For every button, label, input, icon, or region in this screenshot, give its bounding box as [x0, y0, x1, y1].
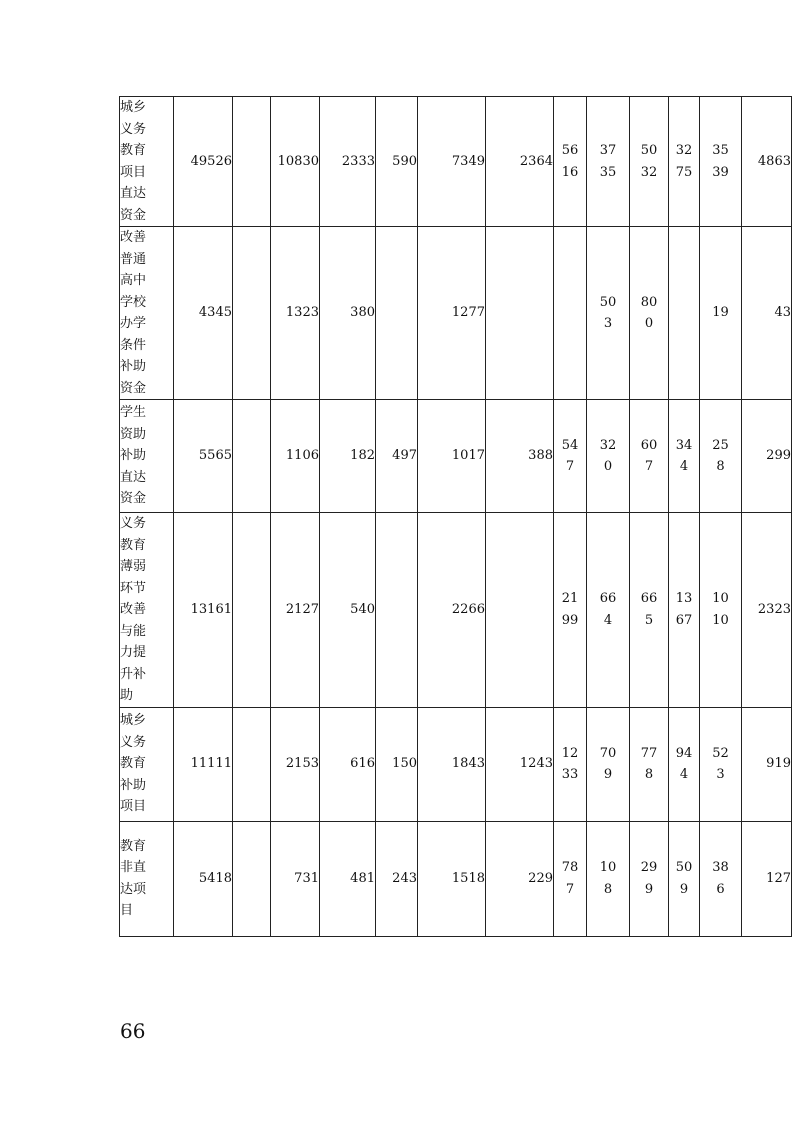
table-cell: 2153 — [271, 707, 320, 821]
table-cell — [630, 821, 669, 936]
table-cell — [376, 227, 418, 400]
cell-value: 13 67 — [675, 591, 693, 628]
cell-value: 77 8 — [640, 745, 658, 782]
funding-table — [119, 96, 792, 937]
row-label-line: 教育 — [120, 537, 147, 553]
row-label-line: 教育 — [120, 143, 147, 158]
table-cell: 2333 — [320, 97, 376, 227]
row-label-line: 直达 — [120, 469, 147, 485]
row-label-line: 补助 — [120, 777, 147, 793]
cell-value: 35 39 — [712, 143, 729, 180]
table-cell — [554, 821, 587, 936]
cell-value: 37 35 — [599, 143, 617, 180]
table-cell: 919 — [742, 707, 792, 821]
cell-value: 29 9 — [640, 860, 658, 897]
row-label-line: 环节 — [120, 580, 147, 596]
cell-value: 60 7 — [640, 437, 658, 474]
table-cell: 616 — [320, 707, 376, 821]
row-label — [120, 97, 174, 227]
table-row — [120, 97, 792, 227]
table-cell — [554, 227, 587, 400]
row-label — [120, 227, 174, 400]
row-label-line: 目 — [120, 903, 134, 918]
table-cell — [554, 97, 587, 227]
table-cell — [630, 227, 669, 400]
row-label — [120, 821, 174, 936]
table-cell: 2323 — [742, 513, 792, 708]
table-cell: 299 — [742, 400, 792, 513]
cell-value: 50 3 — [599, 294, 617, 331]
row-label-line: 城乡 — [120, 100, 147, 115]
table-cell — [669, 513, 700, 708]
table-cell: 497 — [376, 400, 418, 513]
row-label-line: 力提 — [120, 645, 147, 660]
cell-value: 52 3 — [712, 745, 729, 782]
row-label-line: 资助 — [120, 426, 147, 442]
row-label-line: 升补 — [120, 666, 147, 682]
row-label-line: 教育 — [120, 838, 147, 854]
cell-value: 94 4 — [675, 745, 693, 782]
row-label-line: 直达 — [120, 186, 147, 201]
cell-value: 32 0 — [599, 437, 617, 474]
cell-value: 80 0 — [640, 294, 658, 331]
table-cell — [669, 227, 700, 400]
table-cell: 1843 — [418, 707, 486, 821]
table-row — [120, 513, 792, 708]
table-cell: 1323 — [271, 227, 320, 400]
table-cell: 229 — [486, 821, 554, 936]
table-cell: 2266 — [418, 513, 486, 708]
table-cell — [630, 97, 669, 227]
table-cell: 150 — [376, 707, 418, 821]
row-label-line: 补助 — [120, 448, 147, 464]
cell-value: 21 99 — [561, 591, 579, 628]
table-cell: 10830 — [271, 97, 320, 227]
table-cell: 13161 — [174, 513, 233, 708]
cell-value: 66 4 — [599, 591, 617, 628]
table-cell: 1518 — [418, 821, 486, 936]
table-cell — [669, 821, 700, 936]
row-label-line: 条件 — [120, 337, 147, 353]
row-label-line: 学校 — [120, 294, 147, 310]
table-cell: 388 — [486, 400, 554, 513]
table-cell — [554, 400, 587, 513]
table-cell: 2127 — [271, 513, 320, 708]
table-cell: 1017 — [418, 400, 486, 513]
table-cell — [233, 97, 271, 227]
cell-value: 38 6 — [712, 860, 729, 897]
table-row — [120, 821, 792, 936]
table-cell — [486, 513, 554, 708]
row-label-line: 改善 — [120, 230, 147, 245]
table-cell — [669, 707, 700, 821]
table-cell: 2364 — [486, 97, 554, 227]
cell-value: 32 75 — [675, 143, 693, 180]
cell-value: 66 5 — [640, 591, 658, 628]
cell-value: 25 8 — [712, 437, 729, 474]
row-label — [120, 707, 174, 821]
cell-value: 54 7 — [561, 437, 579, 474]
table-cell — [669, 97, 700, 227]
table-cell: 5418 — [174, 821, 233, 936]
table-cell — [587, 97, 630, 227]
table-cell — [486, 227, 554, 400]
cell-value: 56 16 — [561, 143, 579, 180]
table-cell: 127 — [742, 821, 792, 936]
table-cell — [233, 707, 271, 821]
table-cell — [630, 707, 669, 821]
cell-value: 50 9 — [675, 860, 693, 897]
table-cell — [587, 400, 630, 513]
row-label-line: 城乡 — [120, 713, 147, 729]
table-cell — [587, 513, 630, 708]
row-label-line: 非直 — [120, 860, 147, 875]
table-cell: 590 — [376, 97, 418, 227]
table-cell — [233, 821, 271, 936]
row-label-line: 助 — [120, 688, 134, 703]
table-cell — [700, 707, 742, 821]
cell-value: 78 7 — [561, 860, 579, 897]
table-cell — [554, 513, 587, 708]
cell-value: 19 — [712, 305, 729, 321]
row-label-line: 办学 — [120, 316, 147, 331]
cell-value: 10 10 — [712, 591, 729, 628]
row-label — [120, 513, 174, 708]
row-label-line: 义务 — [120, 121, 147, 137]
row-label-line: 教育 — [120, 756, 147, 772]
table-row — [120, 227, 792, 400]
cell-value: 50 32 — [640, 143, 658, 180]
row-label-line: 薄弱 — [120, 559, 147, 574]
table-row — [120, 400, 792, 513]
table-cell: 4345 — [174, 227, 233, 400]
table-cell — [233, 227, 271, 400]
table-cell: 731 — [271, 821, 320, 936]
table-cell: 380 — [320, 227, 376, 400]
cell-value: 10 8 — [599, 860, 617, 897]
row-label-line: 资金 — [120, 207, 147, 223]
table-cell — [669, 400, 700, 513]
table-cell: 1106 — [271, 400, 320, 513]
table-cell — [233, 513, 271, 708]
row-label-line: 资金 — [120, 491, 147, 507]
table-cell: 5565 — [174, 400, 233, 513]
table-cell — [233, 400, 271, 513]
row-label — [120, 400, 174, 513]
cell-value: 12 33 — [561, 745, 579, 782]
table-cell — [554, 707, 587, 821]
table-cell: 481 — [320, 821, 376, 936]
table-cell: 182 — [320, 400, 376, 513]
row-label-line: 资金 — [120, 380, 147, 396]
table-cell: 1277 — [418, 227, 486, 400]
table-cell — [700, 97, 742, 227]
row-label-line: 与能 — [120, 623, 147, 639]
table-cell: 49526 — [174, 97, 233, 227]
table-cell: 540 — [320, 513, 376, 708]
row-label-line: 普通 — [120, 251, 147, 267]
table-cell — [376, 513, 418, 708]
table-cell — [587, 821, 630, 936]
row-label-line: 达项 — [120, 881, 147, 897]
table-cell: 11111 — [174, 707, 233, 821]
table-cell: 1243 — [486, 707, 554, 821]
table-cell — [630, 513, 669, 708]
table-body — [120, 97, 792, 937]
table-cell — [587, 227, 630, 400]
table-row — [120, 707, 792, 821]
table-cell: 243 — [376, 821, 418, 936]
table-cell — [700, 513, 742, 708]
cell-value: 34 4 — [675, 437, 693, 474]
table-cell — [630, 400, 669, 513]
row-label-line: 义务 — [120, 734, 147, 750]
table-cell: 4863 — [742, 97, 792, 227]
table-cell — [700, 400, 742, 513]
table-cell: 7349 — [418, 97, 486, 227]
row-label-line: 义务 — [120, 516, 147, 531]
table-cell — [700, 821, 742, 936]
row-label-line: 项目 — [120, 799, 147, 815]
table-cell — [587, 707, 630, 821]
row-label-line: 补助 — [120, 359, 147, 374]
row-label-line: 项目 — [120, 164, 147, 180]
page-number: 66 — [120, 1019, 146, 1043]
table-cell: 43 — [742, 227, 792, 400]
row-label-line: 高中 — [120, 273, 147, 288]
row-label-line: 改善 — [120, 602, 147, 617]
row-label-line: 学生 — [120, 405, 147, 421]
table-cell — [700, 227, 742, 400]
cell-value: 70 9 — [599, 745, 617, 782]
